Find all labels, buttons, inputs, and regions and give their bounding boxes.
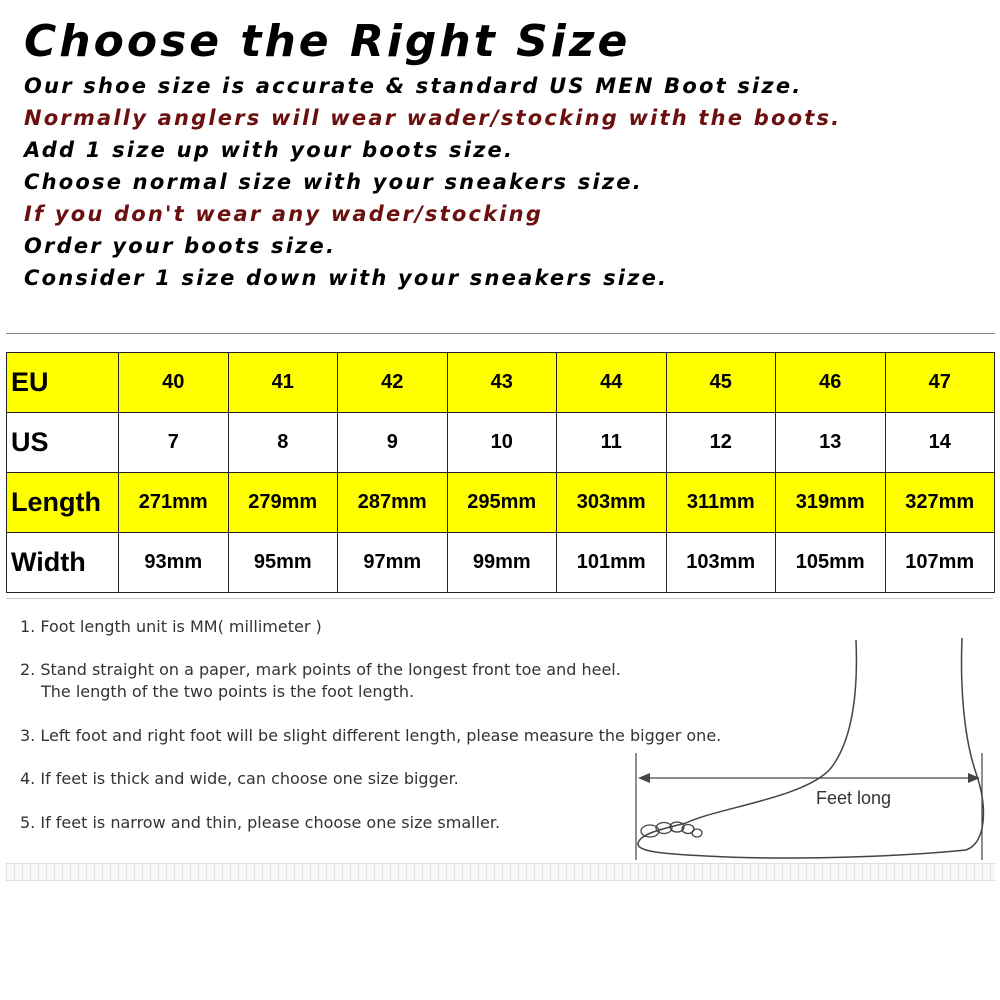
intro-line-1: Our shoe size is accurate & standard US MEN Boot size. (24, 74, 803, 98)
table-cell: 13 (776, 413, 886, 473)
table-cell: 10 (447, 413, 557, 473)
table-cell: 311mm (666, 473, 776, 533)
table-cell: 279mm (228, 473, 338, 533)
table-cell: 97mm (338, 533, 448, 593)
guide-step-5: 5. If feet is narrow and thin, please choose one size smaller. (20, 813, 501, 832)
table-cell: 12 (666, 413, 776, 473)
table-cell: 47 (885, 353, 995, 413)
intro-line-2: Normally anglers will wear wader/stocking with the boots. (24, 106, 842, 130)
table-cell: 43 (447, 353, 557, 413)
intro-line-4: Choose normal size with your sneakers size. (24, 170, 643, 194)
intro-line-6: Order your boots size. (24, 234, 337, 258)
table-cell: 303mm (557, 473, 667, 533)
guide-step-4: 4. If feet is thick and wide, can choose one size bigger. (20, 769, 459, 788)
feet-long-label: Feet long (816, 788, 892, 808)
guide-step-1: 1. Foot length unit is MM( millimeter ) (20, 617, 322, 636)
table-cell: 46 (776, 353, 886, 413)
guide-step-2-sub: The length of the two points is the foot length. (41, 682, 415, 701)
table-row-eu (7, 353, 995, 413)
foot-outline-icon (626, 628, 995, 868)
intro-line-3: Add 1 size up with your boots size. (24, 138, 515, 162)
size-guide-header (24, 14, 984, 294)
measurement-guide (6, 598, 995, 884)
intro-line-7: Consider 1 size down with your sneakers size. (24, 266, 669, 290)
table-cell: 271mm (119, 473, 229, 533)
table-cell: 95mm (228, 533, 338, 593)
table-cell: 107mm (885, 533, 995, 593)
row-label-us: US (7, 413, 119, 473)
ruler-strip (6, 863, 995, 881)
table-cell: 327mm (885, 473, 995, 533)
table-row-us (7, 413, 995, 473)
table-cell: 101mm (557, 533, 667, 593)
table-cell: 45 (666, 353, 776, 413)
table-cell: 40 (119, 353, 229, 413)
table-cell: 41 (228, 353, 338, 413)
row-label-eu: EU (7, 353, 119, 413)
table-cell: 105mm (776, 533, 886, 593)
row-label-width: Width (7, 533, 119, 593)
table-cell: 42 (338, 353, 448, 413)
page-title: Choose the Right Size (24, 16, 631, 67)
table-cell: 103mm (666, 533, 776, 593)
table-cell: 7 (119, 413, 229, 473)
guide-step-3: 3. Left foot and right foot will be slight different length, please measure the bigger one. (20, 726, 722, 745)
table-cell: 8 (228, 413, 338, 473)
table-cell: 9 (338, 413, 448, 473)
guide-step-2 (20, 659, 621, 703)
table-cell: 287mm (338, 473, 448, 533)
table-cell: 44 (557, 353, 667, 413)
table-row-length (7, 473, 995, 533)
table-cell: 99mm (447, 533, 557, 593)
table-cell: 14 (885, 413, 995, 473)
row-label-length: Length (7, 473, 119, 533)
table-cell: 93mm (119, 533, 229, 593)
table-divider (6, 333, 995, 334)
size-chart-table (6, 352, 995, 593)
table-cell: 319mm (776, 473, 886, 533)
guide-step-2-text: 2. Stand straight on a paper, mark points of the longest front toe and heel. (20, 660, 621, 679)
table-row-width (7, 533, 995, 593)
intro-line-5: If you don't wear any wader/stocking (24, 202, 544, 226)
table-cell: 295mm (447, 473, 557, 533)
table-cell: 11 (557, 413, 667, 473)
